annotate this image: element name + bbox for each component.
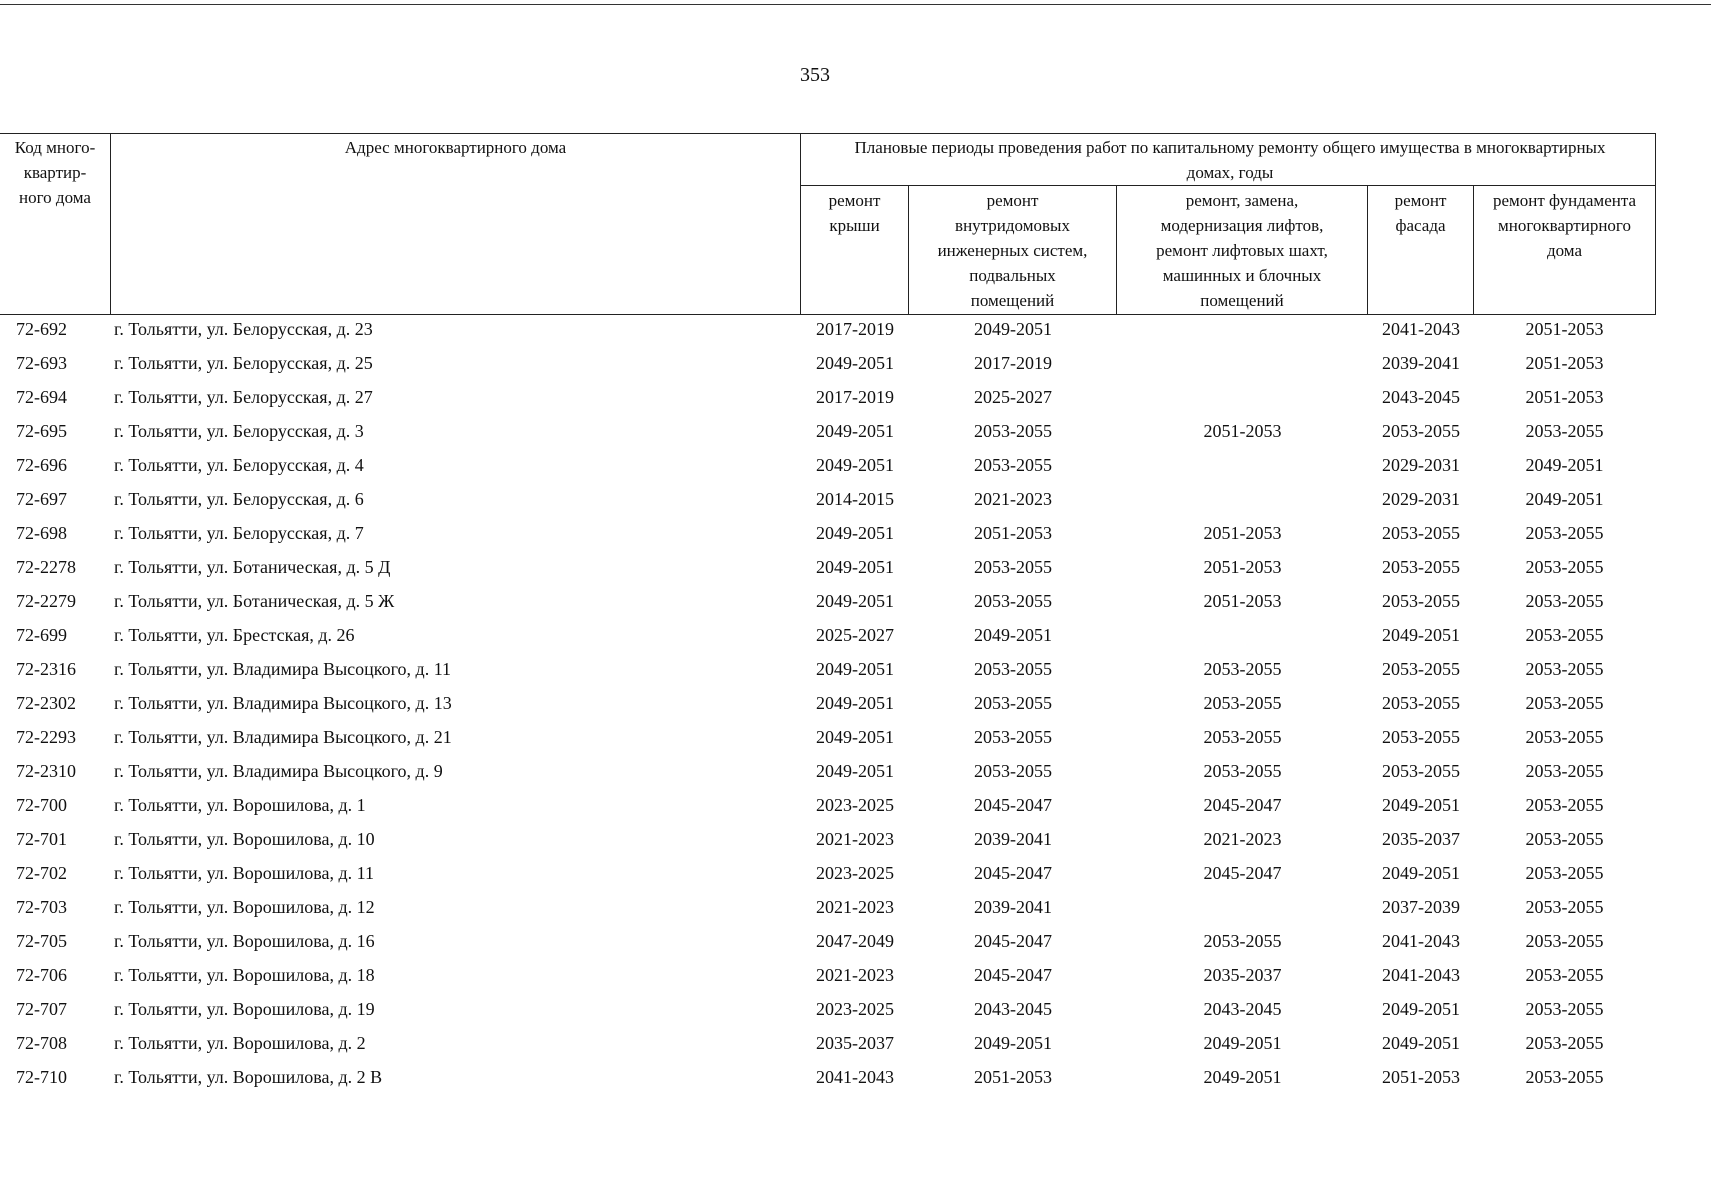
cell-facade: 2035-2037 bbox=[1382, 829, 1460, 849]
cell-roof: 2023-2025 bbox=[816, 863, 894, 883]
cell-foundation: 2051-2053 bbox=[1525, 353, 1604, 373]
cell-engineering: 2021-2023 bbox=[974, 489, 1052, 509]
cell-address: г. Тольятти, ул. Белорусская, д. 23 bbox=[114, 319, 373, 339]
cell-foundation: 2053-2055 bbox=[1525, 863, 1604, 883]
header-foundation: ремонт фундамента многоквартирного дома bbox=[1492, 191, 1637, 260]
cell-address: г. Тольятти, ул. Брестская, д. 26 bbox=[114, 625, 355, 645]
cell-code: 72-2310 bbox=[16, 761, 76, 781]
cell-engineering: 2053-2055 bbox=[974, 693, 1052, 713]
cell-lifts: 2053-2055 bbox=[1203, 761, 1282, 781]
cell-foundation: 2053-2055 bbox=[1525, 897, 1604, 917]
cell-facade: 2051-2053 bbox=[1382, 1067, 1460, 1087]
cell-facade: 2049-2051 bbox=[1382, 863, 1460, 883]
cell-engineering: 2049-2051 bbox=[974, 319, 1052, 339]
cell-roof: 2021-2023 bbox=[816, 965, 894, 985]
cell-address: г. Тольятти, ул. Ворошилова, д. 10 bbox=[114, 829, 375, 849]
cell-facade: 2049-2051 bbox=[1382, 999, 1460, 1019]
cell-lifts: 2049-2051 bbox=[1203, 1067, 1282, 1087]
cell-roof: 2049-2051 bbox=[816, 727, 894, 747]
table-row bbox=[0, 992, 1711, 1026]
cell-address: г. Тольятти, ул. Ворошилова, д. 12 bbox=[114, 897, 375, 917]
cell-roof: 2049-2051 bbox=[816, 591, 894, 611]
cell-engineering: 2049-2051 bbox=[974, 1033, 1052, 1053]
cell-roof: 2049-2051 bbox=[816, 421, 894, 441]
cell-code: 72-694 bbox=[16, 387, 67, 407]
cell-roof: 2041-2043 bbox=[816, 1067, 894, 1087]
cell-foundation: 2049-2051 bbox=[1525, 455, 1604, 475]
cell-address: г. Тольятти, ул. Ворошилова, д. 16 bbox=[114, 931, 375, 951]
table-row bbox=[0, 754, 1711, 788]
cell-code: 72-706 bbox=[16, 965, 67, 985]
cell-roof: 2049-2051 bbox=[816, 693, 894, 713]
cell-address: г. Тольятти, ул. Владимира Высоцкого, д. 9 bbox=[114, 761, 443, 781]
cell-foundation: 2053-2055 bbox=[1525, 761, 1604, 781]
cell-code: 72-702 bbox=[16, 863, 67, 883]
cell-facade: 2029-2031 bbox=[1382, 489, 1460, 509]
header-lifts: ремонт, замена, модернизация лифтов, ремонт лифтовых шахт, машинных и блочных помещений bbox=[1156, 191, 1328, 310]
cell-facade: 2029-2031 bbox=[1382, 455, 1460, 475]
cell-roof: 2049-2051 bbox=[816, 455, 894, 475]
cell-foundation: 2053-2055 bbox=[1525, 421, 1604, 441]
header-roof: ремонт крыши bbox=[828, 191, 881, 235]
page-top-rule bbox=[0, 4, 1711, 5]
cell-engineering: 2039-2041 bbox=[974, 829, 1052, 849]
cell-foundation: 2053-2055 bbox=[1525, 693, 1604, 713]
cell-facade: 2049-2051 bbox=[1382, 1033, 1460, 1053]
cell-foundation: 2051-2053 bbox=[1525, 319, 1604, 339]
cell-lifts: 2051-2053 bbox=[1203, 591, 1282, 611]
cell-roof: 2023-2025 bbox=[816, 795, 894, 815]
cell-code: 72-707 bbox=[16, 999, 67, 1019]
cell-facade: 2053-2055 bbox=[1382, 659, 1460, 679]
cell-code: 72-708 bbox=[16, 1033, 67, 1053]
cell-code: 72-2278 bbox=[16, 557, 76, 577]
table-row bbox=[0, 720, 1711, 754]
cell-code: 72-710 bbox=[16, 1067, 67, 1087]
cell-facade: 2049-2051 bbox=[1382, 795, 1460, 815]
table-row bbox=[0, 1060, 1711, 1094]
cell-address: г. Тольятти, ул. Владимира Высоцкого, д. 13 bbox=[114, 693, 452, 713]
column-divider bbox=[110, 133, 111, 314]
cell-code: 72-698 bbox=[16, 523, 67, 543]
cell-lifts: 2045-2047 bbox=[1203, 795, 1282, 815]
cell-engineering: 2025-2027 bbox=[974, 387, 1052, 407]
page-number: 353 bbox=[800, 64, 830, 86]
cell-engineering: 2017-2019 bbox=[974, 353, 1052, 373]
cell-address: г. Тольятти, ул. Белорусская, д. 27 bbox=[114, 387, 373, 407]
header-engineering: ремонт внутридомовых инженерных систем, подвальных помещений bbox=[937, 191, 1088, 310]
cell-foundation: 2053-2055 bbox=[1525, 829, 1604, 849]
cell-address: г. Тольятти, ул. Белорусская, д. 3 bbox=[114, 421, 364, 441]
cell-roof: 2017-2019 bbox=[816, 319, 894, 339]
cell-engineering: 2049-2051 bbox=[974, 625, 1052, 645]
cell-address: г. Тольятти, ул. Ботаническая, д. 5 Ж bbox=[114, 591, 395, 611]
cell-code: 72-693 bbox=[16, 353, 67, 373]
cell-facade: 2041-2043 bbox=[1382, 319, 1460, 339]
cell-address: г. Тольятти, ул. Белорусская, д. 4 bbox=[114, 455, 364, 475]
cell-lifts: 2035-2037 bbox=[1203, 965, 1282, 985]
cell-foundation: 2053-2055 bbox=[1525, 931, 1604, 951]
cell-foundation: 2053-2055 bbox=[1525, 659, 1604, 679]
cell-roof: 2049-2051 bbox=[816, 523, 894, 543]
cell-code: 72-699 bbox=[16, 625, 67, 645]
column-divider bbox=[1655, 133, 1656, 314]
cell-code: 72-695 bbox=[16, 421, 67, 441]
table-row bbox=[0, 856, 1711, 890]
cell-code: 72-2279 bbox=[16, 591, 76, 611]
cell-address: г. Тольятти, ул. Ботаническая, д. 5 Д bbox=[114, 557, 391, 577]
cell-address: г. Тольятти, ул. Ворошилова, д. 2 В bbox=[114, 1067, 383, 1087]
cell-lifts: 2049-2051 bbox=[1203, 1033, 1282, 1053]
cell-engineering: 2039-2041 bbox=[974, 897, 1052, 917]
cell-roof: 2049-2051 bbox=[816, 659, 894, 679]
cell-address: г. Тольятти, ул. Владимира Высоцкого, д. 21 bbox=[114, 727, 452, 747]
cell-engineering: 2051-2053 bbox=[974, 1067, 1052, 1087]
cell-code: 72-703 bbox=[16, 897, 67, 917]
cell-lifts: 2021-2023 bbox=[1203, 829, 1282, 849]
cell-engineering: 2053-2055 bbox=[974, 591, 1052, 611]
cell-foundation: 2053-2055 bbox=[1525, 523, 1604, 543]
cell-code: 72-700 bbox=[16, 795, 67, 815]
cell-roof: 2049-2051 bbox=[816, 353, 894, 373]
cell-engineering: 2051-2053 bbox=[974, 523, 1052, 543]
cell-foundation: 2053-2055 bbox=[1525, 591, 1604, 611]
cell-facade: 2053-2055 bbox=[1382, 421, 1460, 441]
cell-facade: 2053-2055 bbox=[1382, 727, 1460, 747]
cell-facade: 2053-2055 bbox=[1382, 523, 1460, 543]
cell-lifts: 2051-2053 bbox=[1203, 421, 1282, 441]
cell-engineering: 2053-2055 bbox=[974, 659, 1052, 679]
table-row bbox=[0, 482, 1711, 516]
cell-lifts: 2051-2053 bbox=[1203, 557, 1282, 577]
cell-engineering: 2045-2047 bbox=[974, 795, 1052, 815]
cell-address: г. Тольятти, ул. Владимира Высоцкого, д. 11 bbox=[114, 659, 452, 679]
cell-foundation: 2053-2055 bbox=[1525, 1033, 1604, 1053]
cell-facade: 2053-2055 bbox=[1382, 761, 1460, 781]
cell-address: г. Тольятти, ул. Белорусская, д. 25 bbox=[114, 353, 373, 373]
table-row bbox=[0, 448, 1711, 482]
cell-foundation: 2053-2055 bbox=[1525, 965, 1604, 985]
cell-engineering: 2045-2047 bbox=[974, 863, 1052, 883]
table-row bbox=[0, 414, 1711, 448]
cell-address: г. Тольятти, ул. Белорусская, д. 7 bbox=[114, 523, 364, 543]
cell-facade: 2053-2055 bbox=[1382, 693, 1460, 713]
cell-roof: 2047-2049 bbox=[816, 931, 894, 951]
cell-roof: 2021-2023 bbox=[816, 829, 894, 849]
cell-code: 72-692 bbox=[16, 319, 67, 339]
cell-facade: 2053-2055 bbox=[1382, 557, 1460, 577]
cell-facade: 2041-2043 bbox=[1382, 965, 1460, 985]
header-top-border bbox=[0, 133, 1656, 134]
cell-foundation: 2053-2055 bbox=[1525, 1067, 1604, 1087]
cell-roof: 2023-2025 bbox=[816, 999, 894, 1019]
header-address: Адрес многоквартирного дома bbox=[344, 138, 567, 157]
cell-roof: 2014-2015 bbox=[816, 489, 894, 509]
cell-lifts: 2053-2055 bbox=[1203, 693, 1282, 713]
cell-facade: 2037-2039 bbox=[1382, 897, 1460, 917]
cell-lifts: 2043-2045 bbox=[1203, 999, 1282, 1019]
cell-engineering: 2053-2055 bbox=[974, 455, 1052, 475]
cell-address: г. Тольятти, ул. Ворошилова, д. 18 bbox=[114, 965, 375, 985]
cell-engineering: 2053-2055 bbox=[974, 761, 1052, 781]
table-row bbox=[0, 958, 1711, 992]
cell-code: 72-697 bbox=[16, 489, 67, 509]
cell-address: г. Тольятти, ул. Ворошилова, д. 1 bbox=[114, 795, 366, 815]
cell-engineering: 2043-2045 bbox=[974, 999, 1052, 1019]
cell-address: г. Тольятти, ул. Ворошилова, д. 11 bbox=[114, 863, 375, 883]
table-row bbox=[0, 788, 1711, 822]
cell-facade: 2053-2055 bbox=[1382, 591, 1460, 611]
cell-roof: 2049-2051 bbox=[816, 761, 894, 781]
cell-code: 72-705 bbox=[16, 931, 67, 951]
cell-engineering: 2053-2055 bbox=[974, 727, 1052, 747]
cell-lifts: 2045-2047 bbox=[1203, 863, 1282, 883]
cell-code: 72-701 bbox=[16, 829, 67, 849]
cell-address: г. Тольятти, ул. Ворошилова, д. 19 bbox=[114, 999, 375, 1019]
table-row bbox=[0, 380, 1711, 414]
cell-engineering: 2045-2047 bbox=[974, 931, 1052, 951]
cell-roof: 2017-2019 bbox=[816, 387, 894, 407]
cell-lifts: 2053-2055 bbox=[1203, 727, 1282, 747]
cell-lifts: 2053-2055 bbox=[1203, 931, 1282, 951]
cell-facade: 2049-2051 bbox=[1382, 625, 1460, 645]
cell-foundation: 2053-2055 bbox=[1525, 557, 1604, 577]
cell-code: 72-696 bbox=[16, 455, 67, 475]
cell-roof: 2049-2051 bbox=[816, 557, 894, 577]
table-row bbox=[0, 652, 1711, 686]
cell-code: 72-2293 bbox=[16, 727, 76, 747]
table-row bbox=[0, 618, 1711, 652]
cell-foundation: 2053-2055 bbox=[1525, 795, 1604, 815]
cell-code: 72-2316 bbox=[16, 659, 76, 679]
table-row bbox=[0, 550, 1711, 584]
cell-address: г. Тольятти, ул. Ворошилова, д. 2 bbox=[114, 1033, 366, 1053]
cell-facade: 2039-2041 bbox=[1382, 353, 1460, 373]
table-row bbox=[0, 584, 1711, 618]
table-row bbox=[0, 346, 1711, 380]
header-periods: Плановые периоды проведения работ по капитальному ремонту общего имущества в многоквартирных домах, годы bbox=[854, 138, 1606, 182]
cell-address: г. Тольятти, ул. Белорусская, д. 6 bbox=[114, 489, 364, 509]
cell-facade: 2043-2045 bbox=[1382, 387, 1460, 407]
table-row bbox=[0, 924, 1711, 958]
cell-facade: 2041-2043 bbox=[1382, 931, 1460, 951]
table-row bbox=[0, 312, 1711, 346]
cell-roof: 2021-2023 bbox=[816, 897, 894, 917]
cell-foundation: 2051-2053 bbox=[1525, 387, 1604, 407]
cell-foundation: 2053-2055 bbox=[1525, 625, 1604, 645]
cell-foundation: 2049-2051 bbox=[1525, 489, 1604, 509]
cell-engineering: 2045-2047 bbox=[974, 965, 1052, 985]
cell-engineering: 2053-2055 bbox=[974, 421, 1052, 441]
cell-lifts: 2051-2053 bbox=[1203, 523, 1282, 543]
table-row bbox=[0, 1026, 1711, 1060]
cell-lifts: 2053-2055 bbox=[1203, 659, 1282, 679]
table-row bbox=[0, 686, 1711, 720]
header-group-divider bbox=[800, 185, 1656, 186]
cell-engineering: 2053-2055 bbox=[974, 557, 1052, 577]
table-row bbox=[0, 516, 1711, 550]
table-row bbox=[0, 822, 1711, 856]
table-row bbox=[0, 890, 1711, 924]
cell-foundation: 2053-2055 bbox=[1525, 727, 1604, 747]
header-code: Код много- квартир- ного дома bbox=[14, 138, 96, 207]
cell-code: 72-2302 bbox=[16, 693, 76, 713]
cell-foundation: 2053-2055 bbox=[1525, 999, 1604, 1019]
cell-roof: 2025-2027 bbox=[816, 625, 894, 645]
header-facade: ремонт фасада bbox=[1394, 191, 1447, 235]
cell-roof: 2035-2037 bbox=[816, 1033, 894, 1053]
